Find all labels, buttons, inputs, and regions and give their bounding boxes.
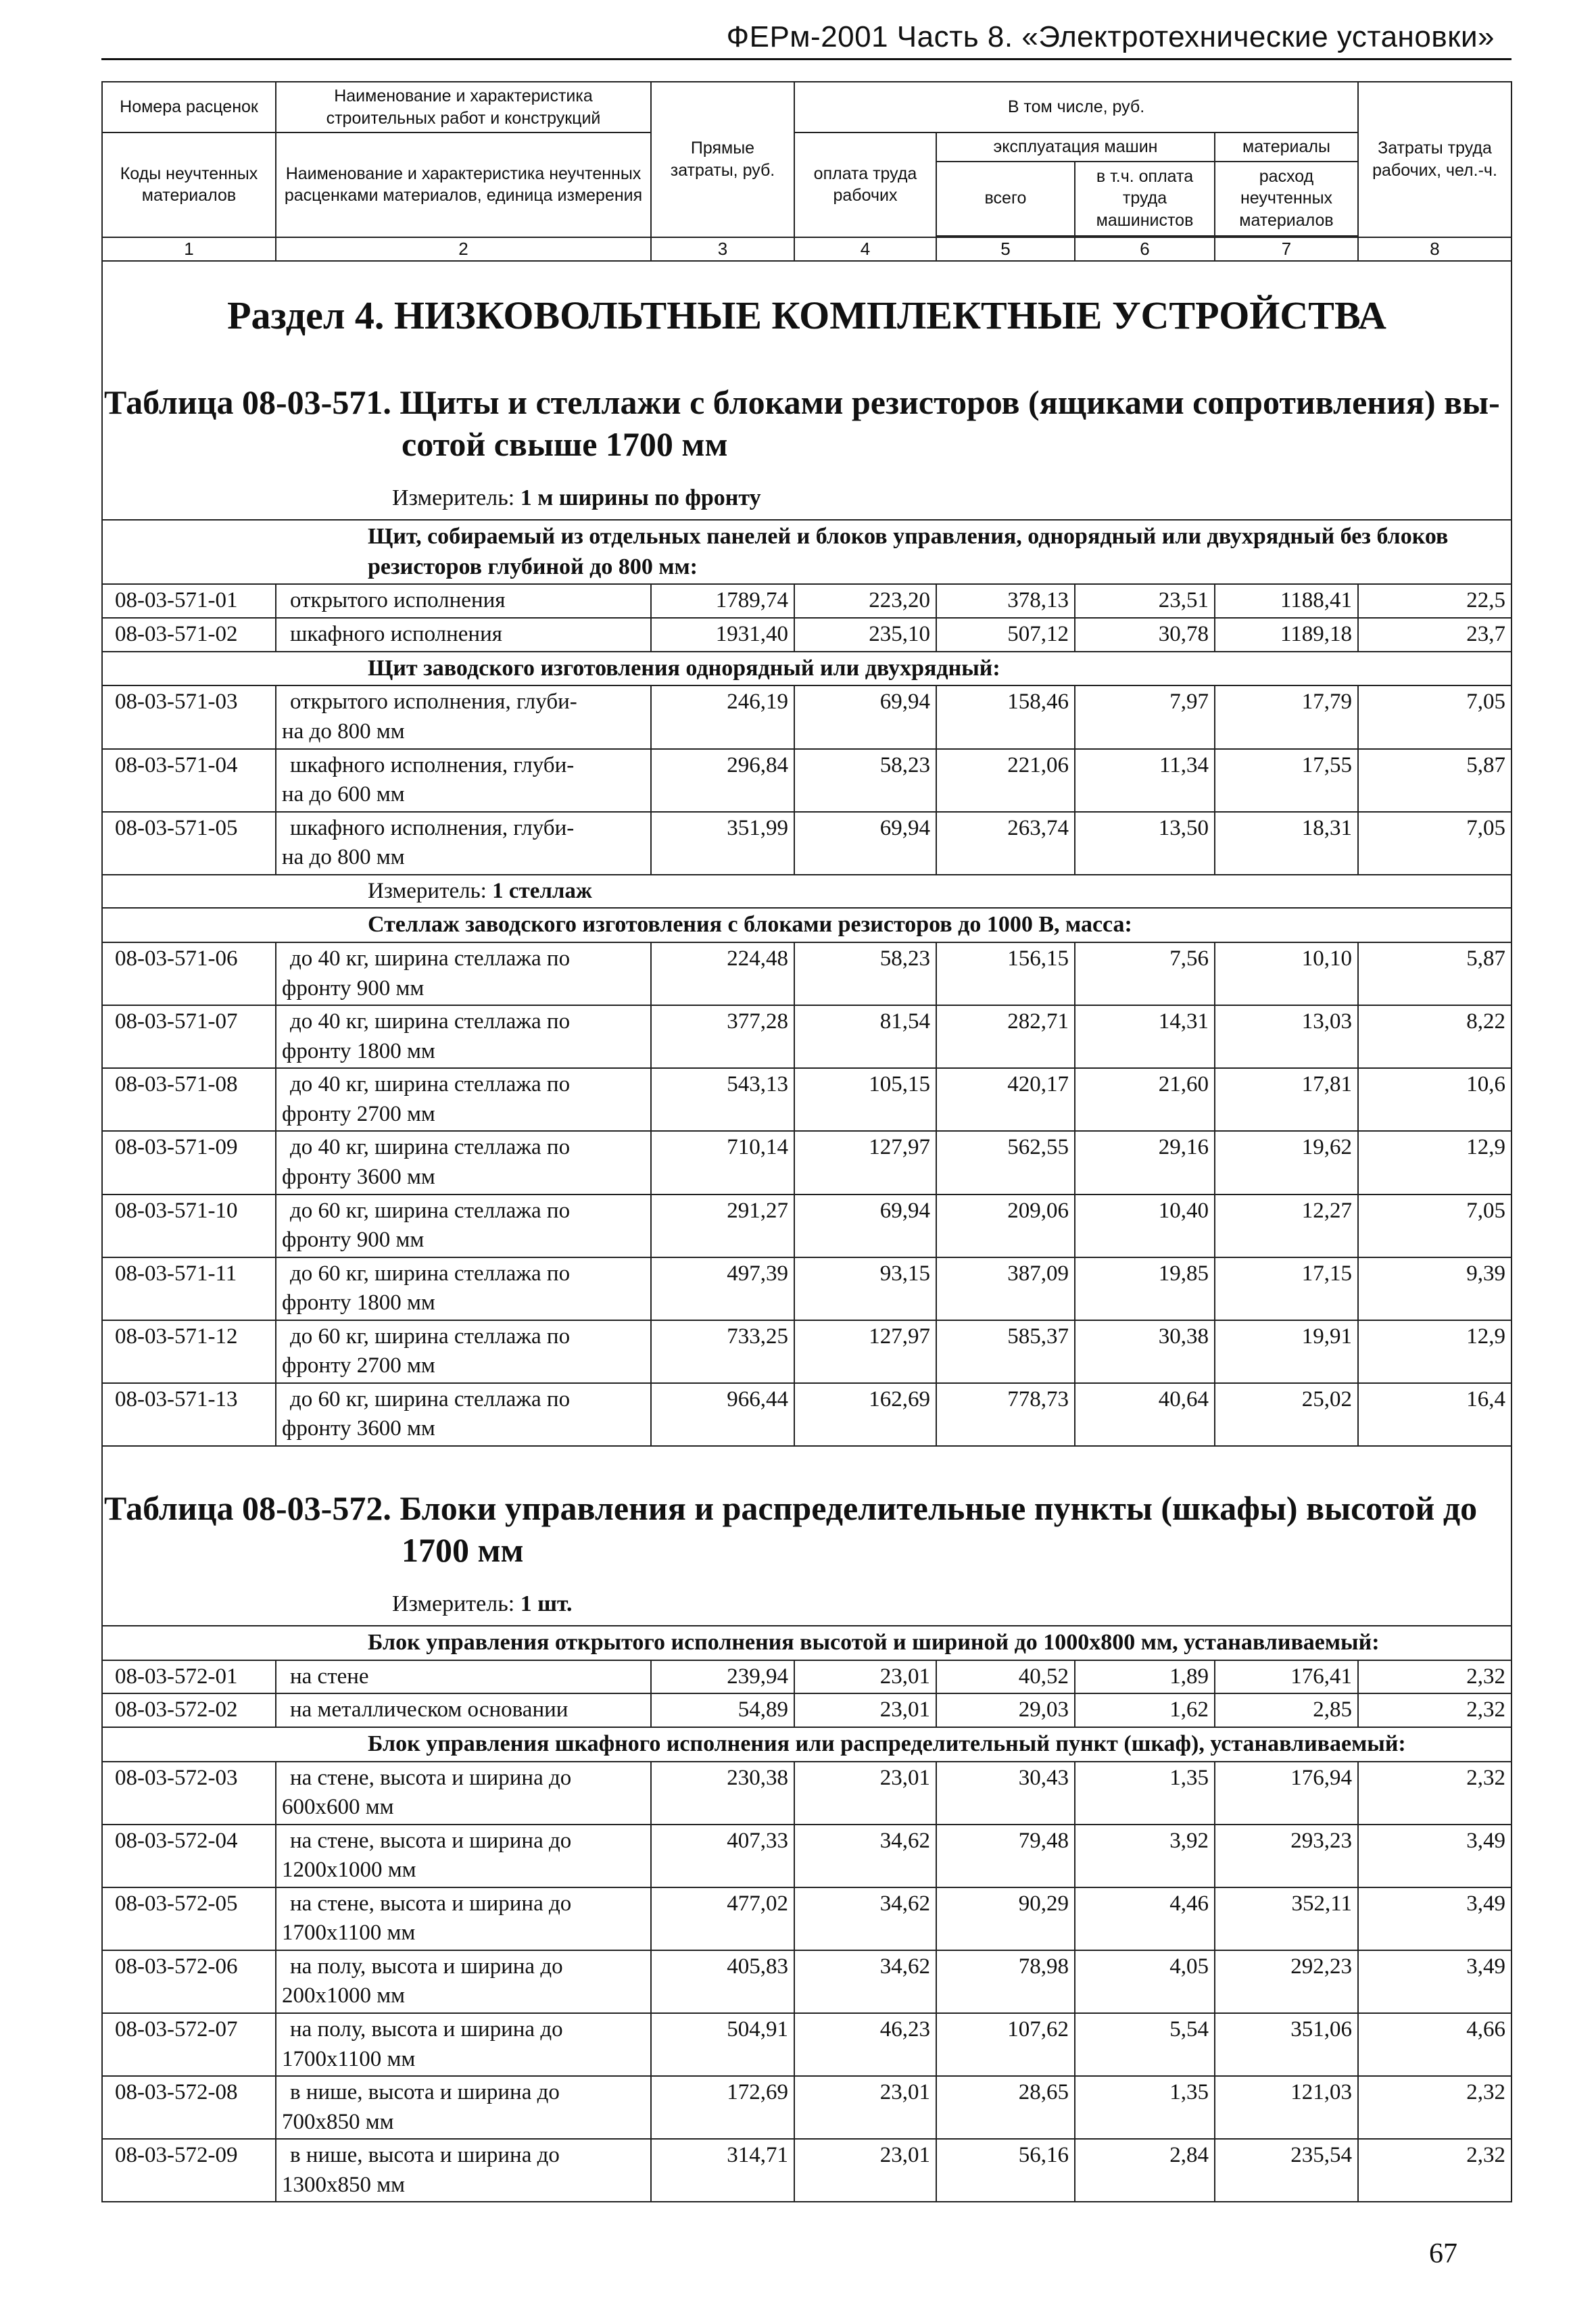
value-cell: 405,83	[651, 1950, 794, 2013]
value-cell: 156,15	[936, 942, 1075, 1005]
value-cell: 19,85	[1075, 1257, 1215, 1320]
value-cell: 504,91	[651, 2013, 794, 2076]
group-heading: Щит, собираемый из отдельных панелей и блоков управления, однорядный или двухрядный без блоков резисторов глубиной до 800 мм:	[102, 520, 1512, 585]
value-cell: 710,14	[651, 1131, 794, 1194]
value-cell: 23,7	[1358, 618, 1512, 652]
value-cell: 223,20	[794, 584, 936, 618]
group-heading: Щит заводского изготовления однорядный или двухрядный:	[102, 652, 1512, 686]
meter-571-a	[108, 466, 1505, 518]
colnum: 1	[102, 237, 276, 262]
rate-description	[276, 1383, 651, 1446]
header-col8: Затраты труда рабочих, чел.-ч.	[1358, 82, 1512, 237]
title-line: Таблица 08-03-572. Блоки управления и распределительные пункты (шкафы) высотой до	[104, 1489, 1478, 1527]
value-cell: 1,35	[1075, 2076, 1215, 2139]
rate-code: 08-03-572-06	[102, 1950, 276, 2013]
value-cell: 733,25	[651, 1320, 794, 1383]
value-cell: 1,89	[1075, 1660, 1215, 1694]
value-cell: 235,10	[794, 618, 936, 652]
header-col2-bottom: Наименование и характеристика неучтенных расценками материалов, единица измерения	[276, 132, 651, 237]
table-row	[102, 749, 1512, 812]
rate-code: 08-03-572-05	[102, 1887, 276, 1950]
column-numbers	[102, 237, 1512, 262]
value-cell: 34,62	[794, 1887, 936, 1950]
rate-description	[276, 618, 651, 652]
rate-description	[276, 1257, 651, 1320]
value-cell: 127,97	[794, 1320, 936, 1383]
section-block	[102, 261, 1512, 519]
meter-572	[108, 1572, 1505, 1624]
group-heading: Стеллаж заводского изготовления с блоками резисторов до 1000 В, масса:	[102, 908, 1512, 942]
value-cell: 40,52	[936, 1660, 1075, 1694]
value-cell: 351,06	[1215, 2013, 1358, 2076]
value-cell: 239,94	[651, 1660, 794, 1694]
value-cell: 23,51	[1075, 584, 1215, 618]
value-cell: 2,32	[1358, 2076, 1512, 2139]
colnum: 8	[1358, 237, 1512, 262]
desc-line: до 60 кг, ширина стеллажа по	[290, 1261, 571, 1286]
desc-line: шкафного исполнения, глуби-	[290, 815, 575, 840]
table-row	[102, 1825, 1512, 1887]
table-row	[102, 685, 1512, 748]
desc-line: фронту 900 мм	[282, 1228, 425, 1253]
value-cell: 54,89	[651, 1693, 794, 1727]
table-row	[102, 1131, 1512, 1194]
value-cell: 5,87	[1358, 749, 1512, 812]
value-cell: 81,54	[794, 1005, 936, 1068]
header-col6: в т.ч. оплата труда машинистов	[1075, 162, 1215, 236]
rate-code: 08-03-571-06	[102, 942, 276, 1005]
value-cell: 3,49	[1358, 1825, 1512, 1887]
rate-description	[276, 1762, 651, 1825]
value-cell: 377,28	[651, 1005, 794, 1068]
value-cell: 562,55	[936, 1131, 1075, 1194]
table-row	[102, 1257, 1512, 1320]
value-cell: 5,54	[1075, 2013, 1215, 2076]
desc-line: 700х850 мм	[282, 2109, 394, 2134]
title-line: 1700 мм	[402, 1531, 524, 1570]
rate-code: 08-03-571-09	[102, 1131, 276, 1194]
value-cell: 17,55	[1215, 749, 1358, 812]
table-row	[102, 2013, 1512, 2076]
meter-label: Измеритель:	[368, 878, 493, 903]
value-cell: 176,94	[1215, 1762, 1358, 1825]
rate-description	[276, 942, 651, 1005]
meter-value: 1 шт.	[520, 1591, 573, 1616]
value-cell: 90,29	[936, 1887, 1075, 1950]
meter-value: 1 стеллаж	[492, 878, 592, 903]
desc-line: до 60 кг, ширина стеллажа по	[290, 1324, 571, 1349]
desc-line: на полу, высота и ширина до	[290, 2017, 563, 2042]
desc-line: шкафного исполнения	[290, 622, 502, 647]
table-row	[102, 2076, 1512, 2139]
rate-description	[276, 2076, 651, 2139]
value-cell: 4,66	[1358, 2013, 1512, 2076]
value-cell: 351,99	[651, 812, 794, 875]
rate-description	[276, 1693, 651, 1727]
colnum: 3	[651, 237, 794, 262]
table-572-block	[102, 1446, 1512, 1626]
value-cell: 176,41	[1215, 1660, 1358, 1694]
value-cell: 17,81	[1215, 1068, 1358, 1131]
value-cell: 10,6	[1358, 1068, 1512, 1131]
value-cell: 29,16	[1075, 1131, 1215, 1194]
group-row	[102, 652, 1512, 686]
desc-line: до 40 кг, ширина стеллажа по	[290, 1072, 571, 1097]
value-cell: 30,38	[1075, 1320, 1215, 1383]
meter-value: 1 м ширины по фронту	[520, 485, 761, 510]
colnum: 4	[794, 237, 936, 262]
value-cell: 966,44	[651, 1383, 794, 1446]
header-materials: материалы	[1215, 132, 1358, 162]
value-cell: 407,33	[651, 1825, 794, 1887]
value-cell: 69,94	[794, 812, 936, 875]
value-cell: 23,01	[794, 1693, 936, 1727]
value-cell: 11,34	[1075, 749, 1215, 812]
desc-line: фронту 2700 мм	[282, 1101, 435, 1126]
value-cell: 29,03	[936, 1693, 1075, 1727]
value-cell: 3,49	[1358, 1950, 1512, 2013]
header-col5: всего	[936, 162, 1075, 236]
value-cell: 7,97	[1075, 685, 1215, 748]
value-cell: 1789,74	[651, 584, 794, 618]
value-cell: 23,01	[794, 2076, 936, 2139]
table-row	[102, 1005, 1512, 1068]
value-cell: 56,16	[936, 2139, 1075, 2202]
header-col4: оплата труда рабочих	[794, 132, 936, 237]
meter-row	[102, 875, 1512, 909]
group-heading: Блок управления шкафного исполнения или распределительный пункт (шкаф), устанавливаемый:	[102, 1727, 1512, 1762]
rate-description	[276, 2013, 651, 2076]
rate-description	[276, 1195, 651, 1257]
desc-line: на до 800 мм	[282, 845, 405, 870]
value-cell: 12,9	[1358, 1131, 1512, 1194]
value-cell: 121,03	[1215, 2076, 1358, 2139]
value-cell: 25,02	[1215, 1383, 1358, 1446]
desc-line: фронту 2700 мм	[282, 1353, 435, 1378]
table-row	[102, 1068, 1512, 1131]
meter-label: Измеритель:	[392, 1591, 521, 1616]
desc-line: до 60 кг, ширина стеллажа по	[290, 1198, 571, 1223]
rate-description	[276, 1950, 651, 2013]
rate-code: 08-03-571-10	[102, 1195, 276, 1257]
header-col7: расход неучтенных материалов	[1215, 162, 1358, 236]
running-header: ФЕРм-2001 Часть 8. «Электротехнические установки»	[726, 20, 1495, 53]
value-cell: 30,78	[1075, 618, 1215, 652]
rate-description	[276, 2139, 651, 2202]
rate-code: 08-03-571-13	[102, 1383, 276, 1446]
table-572-title	[104, 1475, 1505, 1572]
value-cell: 22,5	[1358, 584, 1512, 618]
value-cell: 1188,41	[1215, 584, 1358, 618]
value-cell: 10,10	[1215, 942, 1358, 1005]
value-cell: 105,15	[794, 1068, 936, 1131]
value-cell: 420,17	[936, 1068, 1075, 1131]
value-cell: 13,50	[1075, 812, 1215, 875]
value-cell: 93,15	[794, 1257, 936, 1320]
value-cell: 127,97	[794, 1131, 936, 1194]
value-cell: 497,39	[651, 1257, 794, 1320]
value-cell: 23,01	[794, 1762, 936, 1825]
rate-code: 08-03-571-08	[102, 1068, 276, 1131]
header-rule	[101, 58, 1512, 60]
rate-code: 08-03-572-04	[102, 1825, 276, 1887]
value-cell: 19,62	[1215, 1131, 1358, 1194]
value-cell: 2,84	[1075, 2139, 1215, 2202]
desc-line: фронту 3600 мм	[282, 1164, 435, 1189]
header-col3: Прямые затраты, руб.	[651, 82, 794, 237]
table-header	[102, 82, 1512, 261]
value-cell: 7,05	[1358, 685, 1512, 748]
value-cell: 293,23	[1215, 1825, 1358, 1887]
header-col1-top: Номера расценок	[102, 82, 276, 132]
colnum: 5	[936, 237, 1075, 262]
value-cell: 2,85	[1215, 1693, 1358, 1727]
value-cell: 292,23	[1215, 1950, 1358, 2013]
value-cell: 3,49	[1358, 1887, 1512, 1950]
desc-line: шкафного исполнения, глуби-	[290, 752, 575, 777]
value-cell: 209,06	[936, 1195, 1075, 1257]
desc-line: в нише, высота и ширина до	[290, 2080, 560, 2105]
value-cell: 158,46	[936, 685, 1075, 748]
meter-label: Измеритель:	[392, 485, 521, 510]
rate-description	[276, 1131, 651, 1194]
desc-line: на до 600 мм	[282, 782, 405, 807]
value-cell: 69,94	[794, 685, 936, 748]
value-cell: 28,65	[936, 2076, 1075, 2139]
colnum: 6	[1075, 237, 1215, 262]
colnum: 7	[1215, 237, 1358, 262]
value-cell: 46,23	[794, 2013, 936, 2076]
header-col1-bottom: Коды неучтенных материалов	[102, 132, 276, 237]
value-cell: 23,01	[794, 1660, 936, 1694]
desc-line: фронту 900 мм	[282, 975, 425, 1000]
value-cell: 543,13	[651, 1068, 794, 1131]
value-cell: 162,69	[794, 1383, 936, 1446]
value-cell: 1189,18	[1215, 618, 1358, 652]
rate-code: 08-03-571-04	[102, 749, 276, 812]
table-row	[102, 1887, 1512, 1950]
value-cell: 14,31	[1075, 1005, 1215, 1068]
group-row	[102, 1727, 1512, 1762]
value-cell: 18,31	[1215, 812, 1358, 875]
table-row	[102, 1383, 1512, 1446]
value-cell: 2,32	[1358, 1693, 1512, 1727]
desc-line: до 40 кг, ширина стеллажа по	[290, 1009, 571, 1034]
value-cell: 16,4	[1358, 1383, 1512, 1446]
rate-code: 08-03-571-03	[102, 685, 276, 748]
desc-line: 1200х1000 мм	[282, 1858, 416, 1883]
group-row	[102, 1626, 1512, 1660]
value-cell: 78,98	[936, 1950, 1075, 2013]
value-cell: 3,92	[1075, 1825, 1215, 1887]
value-cell: 314,71	[651, 2139, 794, 2202]
value-cell: 7,05	[1358, 1195, 1512, 1257]
value-cell: 19,91	[1215, 1320, 1358, 1383]
value-cell: 21,60	[1075, 1068, 1215, 1131]
value-cell: 7,56	[1075, 942, 1215, 1005]
value-cell: 40,64	[1075, 1383, 1215, 1446]
value-cell: 585,37	[936, 1320, 1075, 1383]
value-cell: 778,73	[936, 1383, 1075, 1446]
value-cell: 4,46	[1075, 1887, 1215, 1950]
colnum: 2	[276, 237, 651, 262]
desc-line: фронту 3600 мм	[282, 1416, 435, 1441]
table-row	[102, 1693, 1512, 1727]
value-cell: 7,05	[1358, 812, 1512, 875]
desc-line: на стене, высота и ширина до	[290, 1828, 572, 1853]
table-row	[102, 1660, 1512, 1694]
rate-code: 08-03-572-09	[102, 2139, 276, 2202]
rate-code: 08-03-572-01	[102, 1660, 276, 1694]
desc-line: до 60 кг, ширина стеллажа по	[290, 1386, 571, 1412]
table-body	[102, 261, 1512, 2202]
rate-description	[276, 1660, 651, 1694]
value-cell: 378,13	[936, 584, 1075, 618]
value-cell: 235,54	[1215, 2139, 1358, 2202]
desc-line: до 40 кг, ширина стеллажа по	[290, 946, 571, 971]
desc-line: открытого исполнения	[290, 588, 506, 613]
value-cell: 246,19	[651, 685, 794, 748]
rate-code: 08-03-571-05	[102, 812, 276, 875]
page-number: 67	[1429, 2238, 1457, 2269]
table-row	[102, 1320, 1512, 1383]
value-cell: 5,87	[1358, 942, 1512, 1005]
desc-line: фронту 1800 мм	[282, 1290, 435, 1316]
rate-description	[276, 1005, 651, 1068]
rate-code: 08-03-571-11	[102, 1257, 276, 1320]
desc-line: на полу, высота и ширина до	[290, 1954, 563, 1979]
table-571-title	[104, 369, 1505, 466]
header-exploit: эксплуатация машин	[936, 132, 1215, 162]
rate-description	[276, 749, 651, 812]
table-row	[102, 584, 1512, 618]
rate-description	[276, 1887, 651, 1950]
title-line: Таблица 08-03-571. Щиты и стеллажи с блоками резисторов (ящиками сопротивления) вы-	[104, 383, 1500, 421]
value-cell: 2,32	[1358, 2139, 1512, 2202]
value-cell: 230,38	[651, 1762, 794, 1825]
rate-description	[276, 1825, 651, 1887]
group-row	[102, 908, 1512, 942]
rate-code: 08-03-571-02	[102, 618, 276, 652]
value-cell: 224,48	[651, 942, 794, 1005]
desc-line: 1700х1100 мм	[282, 2046, 416, 2071]
value-cell: 1,35	[1075, 1762, 1215, 1825]
rate-code: 08-03-571-12	[102, 1320, 276, 1383]
value-cell: 9,39	[1358, 1257, 1512, 1320]
table-row	[102, 812, 1512, 875]
rate-code: 08-03-572-08	[102, 2076, 276, 2139]
rate-code: 08-03-572-03	[102, 1762, 276, 1825]
desc-line: на стене, высота и ширина до	[290, 1891, 572, 1916]
value-cell: 107,62	[936, 2013, 1075, 2076]
rate-description	[276, 584, 651, 618]
header-col2-top: Наименование и характеристика строительных работ и конструкций	[276, 82, 651, 132]
value-cell: 17,79	[1215, 685, 1358, 748]
table-row	[102, 1950, 1512, 2013]
value-cell: 8,22	[1358, 1005, 1512, 1068]
desc-line: на стене, высота и ширина до	[290, 1765, 572, 1790]
value-cell: 12,9	[1358, 1320, 1512, 1383]
rates-table	[101, 81, 1512, 2202]
value-cell: 221,06	[936, 749, 1075, 812]
value-cell: 34,62	[794, 1825, 936, 1887]
desc-line: 200х1000 мм	[282, 1983, 406, 2008]
value-cell: 477,02	[651, 1887, 794, 1950]
desc-line: на стене	[290, 1664, 369, 1689]
table-row	[102, 2139, 1512, 2202]
desc-line: фронту 1800 мм	[282, 1038, 435, 1063]
table-row	[102, 618, 1512, 652]
group-heading: Блок управления открытого исполнения высотой и шириной до 1000х800 мм, устанавливаемый:	[102, 1626, 1512, 1660]
value-cell: 2,32	[1358, 1762, 1512, 1825]
desc-line: до 40 кг, ширина стеллажа по	[290, 1135, 571, 1160]
desc-line: 600х600 мм	[282, 1795, 394, 1820]
value-cell: 13,03	[1215, 1005, 1358, 1068]
table-row	[102, 1762, 1512, 1825]
value-cell: 291,27	[651, 1195, 794, 1257]
value-cell: 58,23	[794, 749, 936, 812]
value-cell: 352,11	[1215, 1887, 1358, 1950]
desc-line: на до 800 мм	[282, 719, 405, 744]
desc-line: 1700х1100 мм	[282, 1921, 416, 1946]
value-cell: 10,40	[1075, 1195, 1215, 1257]
rate-code: 08-03-571-01	[102, 584, 276, 618]
value-cell: 17,15	[1215, 1257, 1358, 1320]
header-incl: В том числе, руб.	[794, 82, 1358, 132]
rate-code: 08-03-572-02	[102, 1693, 276, 1727]
value-cell: 263,74	[936, 812, 1075, 875]
rate-code: 08-03-571-07	[102, 1005, 276, 1068]
value-cell: 12,27	[1215, 1195, 1358, 1257]
value-cell: 282,71	[936, 1005, 1075, 1068]
group-row	[102, 520, 1512, 585]
value-cell: 2,32	[1358, 1660, 1512, 1694]
rate-description	[276, 1068, 651, 1131]
rate-description	[276, 685, 651, 748]
value-cell: 1,62	[1075, 1693, 1215, 1727]
table-row	[102, 1195, 1512, 1257]
value-cell: 23,01	[794, 2139, 936, 2202]
section-title: Раздел 4. НИЗКОВОЛЬТНЫЕ КОМПЛЕКТНЫЕ УСТРОЙСТВА	[227, 293, 1386, 338]
value-cell: 79,48	[936, 1825, 1075, 1887]
value-cell: 507,12	[936, 618, 1075, 652]
value-cell: 387,09	[936, 1257, 1075, 1320]
rate-code: 08-03-572-07	[102, 2013, 276, 2076]
value-cell: 30,43	[936, 1762, 1075, 1825]
value-cell: 34,62	[794, 1950, 936, 2013]
desc-line: открытого исполнения, глуби-	[290, 690, 577, 715]
value-cell: 69,94	[794, 1195, 936, 1257]
rate-description	[276, 812, 651, 875]
desc-line: на металлическом основании	[290, 1697, 569, 1722]
value-cell: 296,84	[651, 749, 794, 812]
table-row	[102, 942, 1512, 1005]
rate-description	[276, 1320, 651, 1383]
desc-line: 1300х850 мм	[282, 2172, 406, 2197]
value-cell: 1931,40	[651, 618, 794, 652]
value-cell: 4,05	[1075, 1950, 1215, 2013]
value-cell: 58,23	[794, 942, 936, 1005]
title-line: сотой свыше 1700 мм	[402, 425, 728, 464]
value-cell: 172,69	[651, 2076, 794, 2139]
desc-line: в нише, высота и ширина до	[290, 2143, 560, 2168]
